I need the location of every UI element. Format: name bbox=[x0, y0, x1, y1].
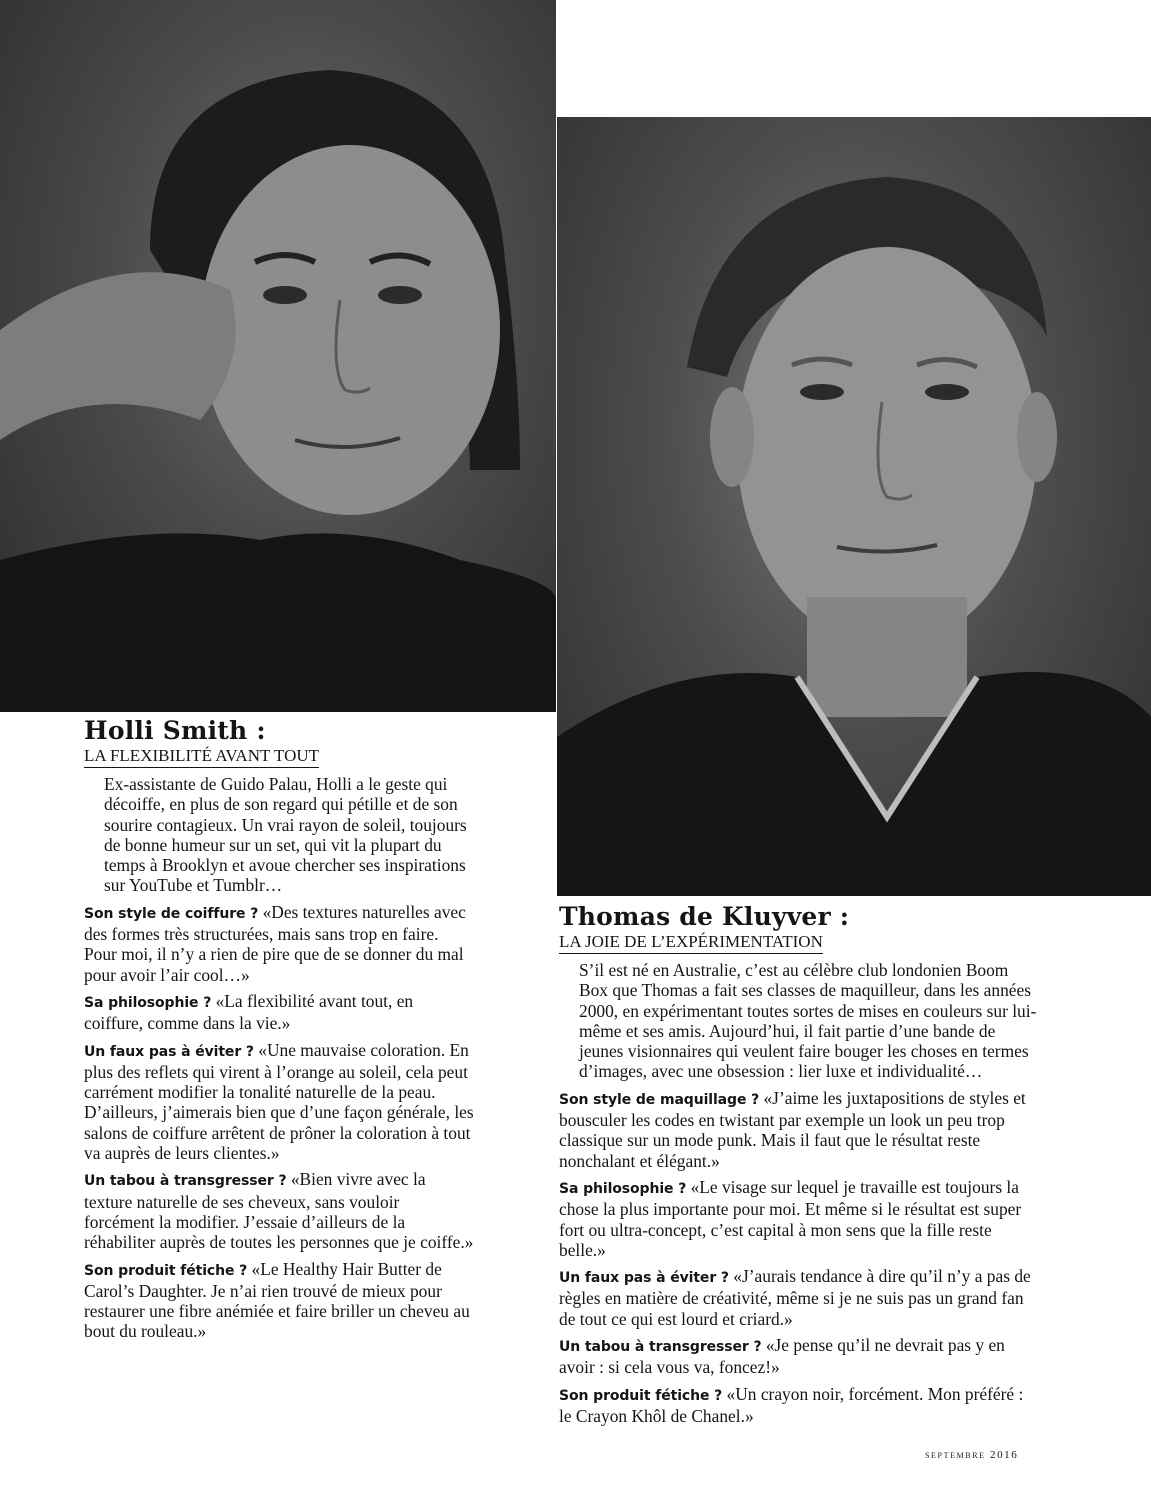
portrait-photo-holli-smith bbox=[0, 0, 556, 712]
qa-item bbox=[84, 902, 474, 985]
qa-question: Sa philosophie ? bbox=[84, 994, 212, 1011]
qa-question: Un tabou à transgresser ? bbox=[84, 1173, 287, 1190]
qa-item bbox=[559, 1177, 1039, 1260]
qa-item bbox=[84, 991, 474, 1034]
profile-subtitle: LA JOIE DE L’EXPÉRIMENTATION bbox=[559, 932, 823, 954]
qa-item bbox=[559, 1088, 1039, 1171]
qa-answer: «Bien vivre avec la texture naturelle de ses cheveux, sans vouloir forcément la modifier. J’essaie d’ailleurs de la réhabiliter auprès de toutes les personnes que je coiffe.» bbox=[84, 1169, 474, 1253]
qa-item bbox=[559, 1335, 1039, 1378]
qa-question: Un faux pas à éviter ? bbox=[84, 1043, 254, 1060]
portrait-illustration bbox=[557, 117, 1151, 896]
qa-answer: «Une mauvaise coloration. En plus des reflets qui virent à l’orange au soleil, cela peut carrément modifier la tonalité naturelle de la peau. D’ailleurs, j’aimerais bien que d’une façon générale, les salons de coiffure arrêtent de prôner la coloration à tout va auprès de leurs clientes.» bbox=[84, 1039, 474, 1164]
qa-question: Sa philosophie ? bbox=[559, 1180, 687, 1197]
qa-question: Son style de maquillage ? bbox=[559, 1091, 760, 1108]
qa-answer: «J’aurais tendance à dire qu’il n’y a pas de règles en matière de créativité, même si je ne suis pas un grand fan de tout ce qui est lourd et criard.» bbox=[559, 1266, 1031, 1329]
qa-question: Son style de coiffure ? bbox=[84, 905, 259, 922]
qa-question: Son produit fétiche ? bbox=[559, 1387, 723, 1404]
qa-question: Un tabou à transgresser ? bbox=[559, 1339, 762, 1356]
qa-answer: «Des textures naturelles avec des formes très structurées, mais sans trop en faire. Pour moi, il n’y a rien de pire que de se donner du mal pour avoir l’air cool…» bbox=[84, 901, 466, 985]
portrait-illustration bbox=[0, 0, 556, 712]
profile-name: Thomas de Kluyver : bbox=[559, 902, 850, 931]
profile-intro: Ex-assistante de Guido Palau, Holli a le geste qui décoiffe, en plus de son regard qui pétille et de son sourire contagieux. Un vrai rayon de soleil, toujours de bonne humeur sur un set, qui vit la plupart du temps à Brooklyn et avoue chercher ses inspirations sur YouTube et Tumblr… bbox=[104, 774, 467, 896]
qa-item bbox=[84, 1040, 474, 1164]
qa-answer: «Le Healthy Hair Butter de Carol’s Daughter. Je n’ai rien trouvé de mieux pour restaurer une fibre anémiée et faire briller un cheveu au bout du rouleau.» bbox=[84, 1258, 470, 1342]
qa-answer: «Je pense qu’il ne devrait pas y en avoir : si cela vous va, foncez!» bbox=[559, 1335, 1005, 1378]
qa-item bbox=[84, 1259, 474, 1342]
qa-item bbox=[559, 1266, 1039, 1329]
qa-answer: «Le visage sur lequel je travaille est toujours la chose la plus importante pour moi. Et même si le résultat est super fort ou ultra-concept, c’est capital à mon sens que la fille reste belle.» bbox=[559, 1176, 1022, 1260]
qa-item bbox=[84, 1169, 474, 1252]
profile-name: Holli Smith : bbox=[84, 716, 266, 745]
profile-holli-smith bbox=[84, 716, 474, 1348]
qa-answer: «Un crayon noir, forcément. Mon préféré : le Crayon Khôl de Chanel.» bbox=[559, 1383, 1024, 1426]
profile-intro: S’il est né en Australie, c’est au célèbre club londonien Boom Box que Thomas a fait ses classes de maquilleur, dans les années 2000, en expérimentant toutes sortes de mises en couleurs sur lui-même et ses amis. Aujourd’hui, il fait partie d’une bande de jeunes visionnaires qui veulent faire bouger les choses en termes d’images, avec une obsession : lier luxe et individualité… bbox=[579, 960, 1037, 1082]
portrait-photo-thomas-de-kluyver bbox=[557, 117, 1151, 896]
qa-question: Son produit fétiche ? bbox=[84, 1262, 248, 1279]
qa-answer: «La flexibilité avant tout, en coiffure, comme dans la vie.» bbox=[84, 990, 414, 1034]
qa-answer: «J’aime les juxtapositions de styles et bousculer les codes en twistant par exemple un look un peu trop classique sur un mode punk. Mais il faut que le résultat reste nonchalant et élégant.» bbox=[559, 1087, 1026, 1171]
profile-subtitle: LA FLEXIBILITÉ AVANT TOUT bbox=[84, 746, 319, 768]
qa-question: Un faux pas à éviter ? bbox=[559, 1270, 729, 1287]
qa-item bbox=[559, 1384, 1039, 1427]
profile-thomas-de-kluyver bbox=[559, 902, 1039, 1432]
page-folio: septembre 2016 bbox=[925, 1449, 1019, 1461]
